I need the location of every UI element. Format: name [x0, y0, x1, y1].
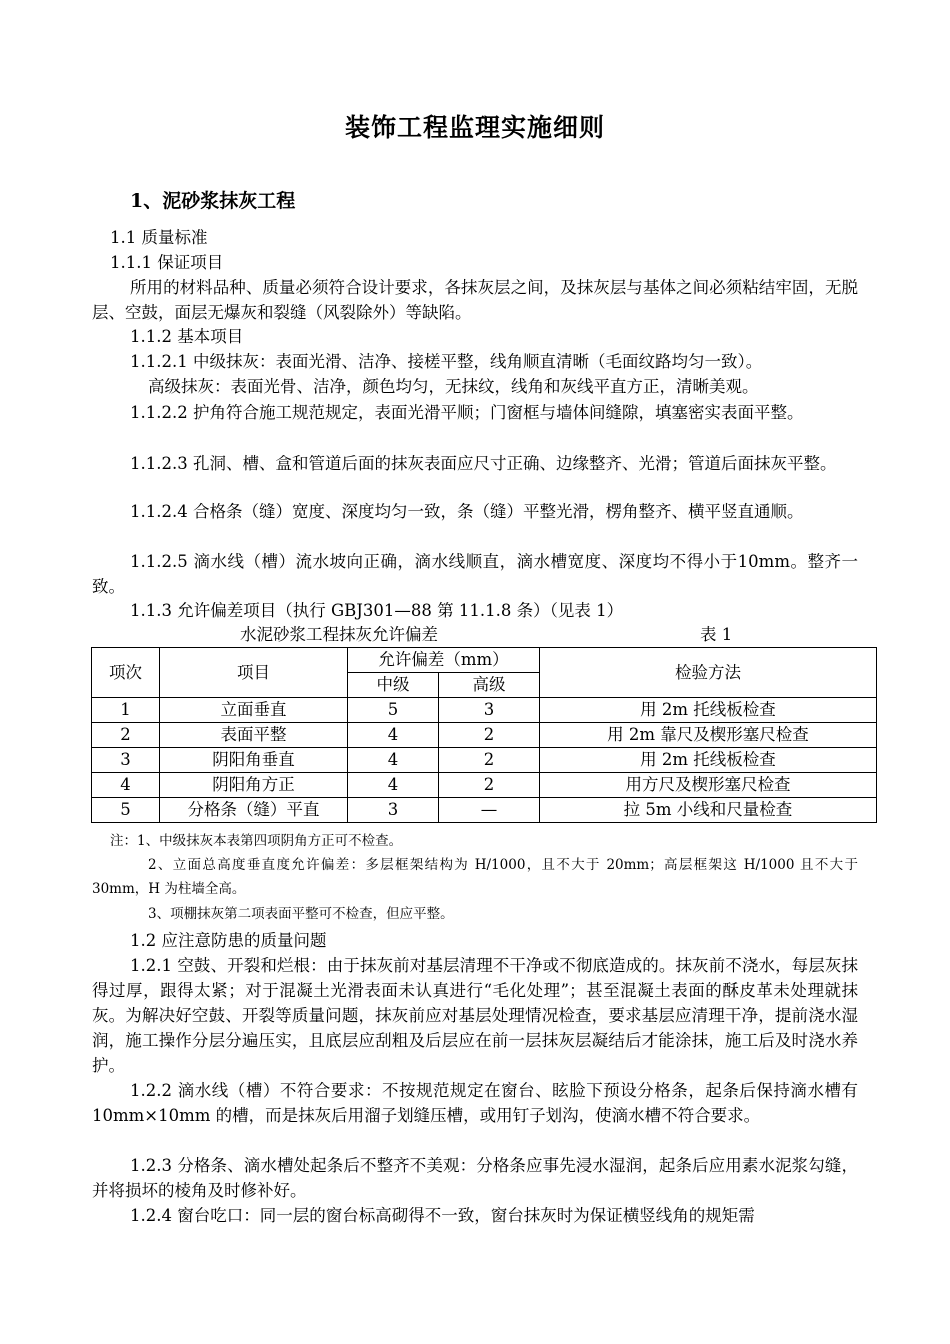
table-number: 表 1	[700, 625, 733, 644]
cell-no: 2	[92, 723, 160, 748]
th-deviation: 允许偏差（mm）	[348, 648, 540, 673]
deviation-table	[91, 647, 877, 823]
subheading-quality-problems: 1.2 应注意防患的质量问题	[130, 931, 327, 950]
cell-mid: 3	[348, 798, 439, 823]
table-row	[92, 773, 877, 798]
cell-no: 4	[92, 773, 160, 798]
subheading-quality-standard: 1.1 质量标准	[110, 228, 208, 247]
th-method: 检验方法	[540, 648, 877, 698]
th-no: 项次	[92, 648, 160, 698]
table-note-2: 2、立面总高度垂直度允许偏差：多层框架结构为 H/1000，且不大于 20mm；高层框架这 H/1000 且不大于 30mm，H 为柱墙全高。	[92, 857, 858, 897]
paragraph-122: 1.2.2 滴水线（槽）不符合要求：不按规范规定在窗台、眩脸下预设分格条，起条后保持滴水槽有 10mm×10mm 的槽，而是抹灰后用溜子划缝压槽，或用钉子划沟，使滴水槽不符合要求。	[92, 1081, 858, 1125]
cell-no: 1	[92, 698, 160, 723]
paragraph-guarantee: 所用的材料品种、质量必须符合设计要求，各抹灰层之间，及抹灰层与基体之间必须粘结牢固，无脱层、空鼓，面层无爆灰和裂缝（风裂除外）等缺陷。	[92, 278, 858, 322]
table-note-3: 3、项棚抹灰第二项表面平整可不检查，但应平整。	[148, 906, 454, 922]
paragraph-123: 1.2.3 分格条、滴水槽处起条后不整齐不美观：分格条应事先浸水湿润，起条后应用素水泥浆勾缝，并将损坏的棱角及时修补好。	[92, 1156, 858, 1200]
paragraph-124: 1.2.4 窗台吃口：同一层的窗台标高砌得不一致，窗台抹灰时为保证横竖线角的规矩需	[130, 1206, 755, 1225]
table-row	[92, 698, 877, 723]
cell-method: 用 2m 托线板检查	[540, 748, 877, 773]
cell-method: 拉 5m 小线和尺量检查	[540, 798, 877, 823]
cell-no: 3	[92, 748, 160, 773]
cell-item: 分格条（缝）平直	[160, 798, 348, 823]
table-note-1: 注：1、中级抹灰本表第四项阴角方正可不检查。	[110, 833, 403, 849]
table-caption: 水泥砂浆工程抹灰允许偏差	[240, 625, 438, 644]
cell-method: 用 2m 托线板检查	[540, 698, 877, 723]
cell-method: 用 2m 靠尺及楔形塞尺检查	[540, 723, 877, 748]
paragraph-1122: 1.1.2.2 护角符合施工规范规定，表面光滑平顺；门窗框与墙体间缝隙，填塞密实表面平整。	[130, 403, 804, 422]
cell-high: 2	[439, 723, 540, 748]
table-row	[92, 798, 877, 823]
cell-mid: 5	[348, 698, 439, 723]
table-row	[92, 723, 877, 748]
cell-high: 3	[439, 698, 540, 723]
th-item: 项目	[160, 648, 348, 698]
paragraph-1123: 1.1.2.3 孔洞、槽、盒和管道后面的抹灰表面应尺寸正确、边缘整齐、光滑；管道后面抹灰平整。	[130, 454, 837, 473]
cell-mid: 4	[348, 723, 439, 748]
table-row	[92, 748, 877, 773]
cell-item: 立面垂直	[160, 698, 348, 723]
section-heading: 1、泥砂浆抹灰工程	[130, 190, 296, 212]
th-mid: 中级	[348, 673, 439, 698]
cell-no: 5	[92, 798, 160, 823]
paragraph-1125: 1.1.2.5 滴水线（槽）流水坡向正确，滴水线顺直，滴水槽宽度、深度均不得小于10mm。整齐一致。	[92, 552, 858, 596]
cell-item: 阴阳角垂直	[160, 748, 348, 773]
paragraph-1121a: 1.1.2.1 中级抹灰：表面光滑、洁净、接槎平整，线角顺直清晰（毛面纹路均匀一致）。	[130, 352, 763, 371]
cell-mid: 4	[348, 773, 439, 798]
document-title: 装饰工程监理实施细则	[344, 113, 605, 142]
cell-mid: 4	[348, 748, 439, 773]
cell-high: 2	[439, 773, 540, 798]
cell-item: 阴阳角方正	[160, 773, 348, 798]
subheading-guarantee-items: 1.1.1 保证项目	[110, 253, 224, 272]
paragraph-1121b: 高级抹灰：表面光骨、洁净，颜色均匀，无抹纹，线角和灰线平直方正，清晰美观。	[148, 377, 759, 396]
subheading-basic-items: 1.1.2 基本项目	[130, 327, 244, 346]
th-high: 高级	[439, 673, 540, 698]
cell-high: 2	[439, 748, 540, 773]
cell-method: 用方尺及楔形塞尺检查	[540, 773, 877, 798]
paragraph-1124: 1.1.2.4 合格条（缝）宽度、深度均匀一致，条（缝）平整光滑，楞角整齐、横平竖直通顺。	[130, 502, 804, 521]
cell-item: 表面平整	[160, 723, 348, 748]
subheading-allowed-deviation: 1.1.3 允许偏差项目（执行 GBJ301—88 第 11.1.8 条）（见表 1）	[130, 601, 624, 620]
cell-high: —	[439, 798, 540, 823]
paragraph-121: 1.2.1 空鼓、开裂和烂根：由于抹灰前对基层清理不干净或不彻底造成的。抹灰前不浇水，每层灰抹得过厚，跟得太紧；对于混凝土光滑表面未认真进行“毛化处理”；甚至混凝土表面的酥皮革未处理就抹灰。为解决好空鼓、开裂等质量问题，抹灰前应对基层处理情况检查，要求基层应清理干净，提前浇水湿润，施工操作分层分遍压实，且底层应刮粗及后层应在前一层抹灰层凝结后才能涂抹，施工后及时浇水养护。	[92, 956, 858, 1075]
